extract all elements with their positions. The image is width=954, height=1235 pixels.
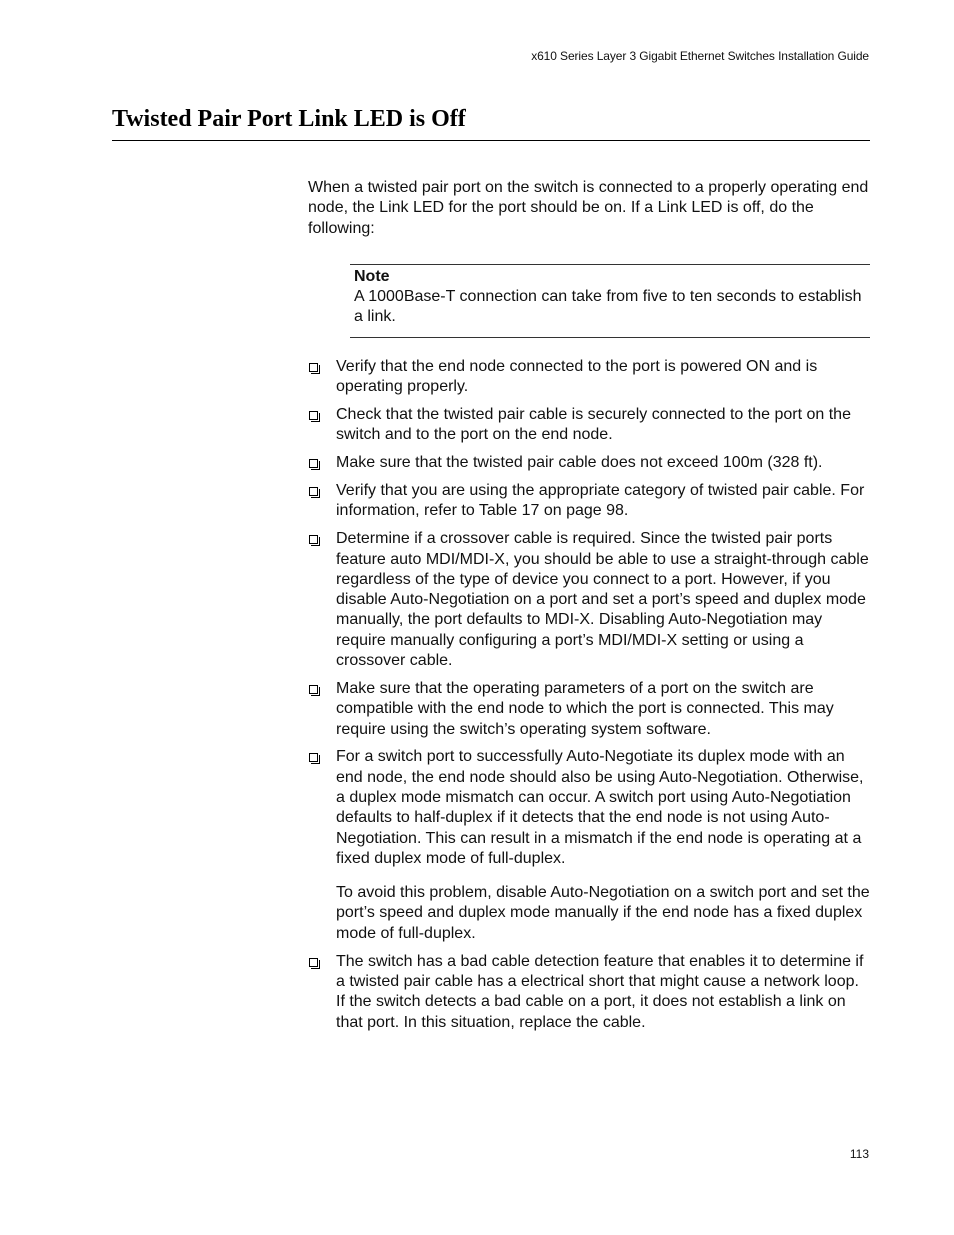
list-item [308, 747, 870, 944]
list-item [308, 679, 870, 740]
checkbox-square-icon [309, 411, 318, 420]
intro-paragraph: When a twisted pair port on the switch is connected to a properly operating end node, the Link LED for the port should be on. If a Link LED is off, do the following: [308, 179, 869, 237]
body-column [308, 178, 870, 1040]
list-item-text: Check that the twisted pair cable is securely connected to the port on the switch and to the port on the end node. [336, 405, 851, 444]
list-item-text: The switch has a bad cable detection feature that enables it to determine if a twisted pair cable has a electrical short that might cause a network loop. If the switch detects a bad cable on a port, it does not establish a link on that port. In this situation, replace the cable. [336, 952, 864, 1031]
checkbox-square-icon [309, 685, 318, 694]
list-item-text: Make sure that the twisted pair cable does not exceed 100m (328 ft). [336, 454, 823, 472]
list-item [308, 357, 870, 398]
running-header: x610 Series Layer 3 Gigabit Ethernet Switches Installation Guide [531, 49, 869, 63]
list-item [308, 481, 870, 522]
list-item [308, 453, 870, 473]
list-item-text: Verify that you are using the appropriate category of twisted pair cable. For information, refer to Table 17 on page 98. [336, 482, 865, 520]
page-number: 113 [849, 1147, 869, 1161]
checkbox-square-icon [309, 753, 318, 762]
note-box [350, 264, 870, 338]
checkbox-square-icon [309, 535, 318, 544]
note-title: Note [354, 267, 390, 285]
checkbox-square-icon [309, 487, 318, 496]
list-item [308, 952, 870, 1033]
troubleshooting-list [308, 357, 870, 1033]
note-text: A 1000Base-T connection can take from five to ten seconds to establish a link. [354, 288, 862, 326]
list-item-text: For a switch port to successfully Auto-Negotiate its duplex mode with an end node, the end node should also be using Auto-Negotiation. Otherwise, a duplex mode mismatch can occur. A switch port using Auto-Negotiation defaults to half-duplex if it detects that the end node is not using Auto-Negotiation. This can result in a mismatch if the end node is operating at a fixed duplex mode of full-duplex. [336, 748, 864, 867]
checkbox-square-icon [309, 363, 318, 372]
list-item-followup-text: To avoid this problem, disable Auto-Negotiation on a switch port and set the port’s speed and duplex mode manually if the end node has a fixed duplex mode of full-duplex. [336, 884, 870, 942]
list-item-text: Make sure that the operating parameters of a port on the switch are compatible with the end node to which the port is connected. This may require using the switch’s operating system software. [336, 679, 834, 738]
checkbox-square-icon [309, 958, 318, 967]
title-rule [112, 140, 870, 141]
list-item-text: Verify that the end node connected to the port is powered ON and is operating properly. [336, 357, 818, 396]
section-title: Twisted Pair Port Link LED is Off [112, 106, 466, 132]
list-item-text: Determine if a crossover cable is required. Since the twisted pair ports feature auto MDI/MDI-X, you should be able to use a straight-through cable regardless of the type of device you connect to a port. However, if you disable Auto-Negotiation on a port and set a port’s speed and duplex mode manually, the port defaults to MDI-X. Disabling Auto-Negotiation may require manually configuring a port’s MDI/MDI-X setting or using a crossover cable. [336, 530, 869, 670]
list-item [308, 529, 870, 671]
list-item [308, 405, 870, 446]
checkbox-square-icon [309, 459, 318, 468]
